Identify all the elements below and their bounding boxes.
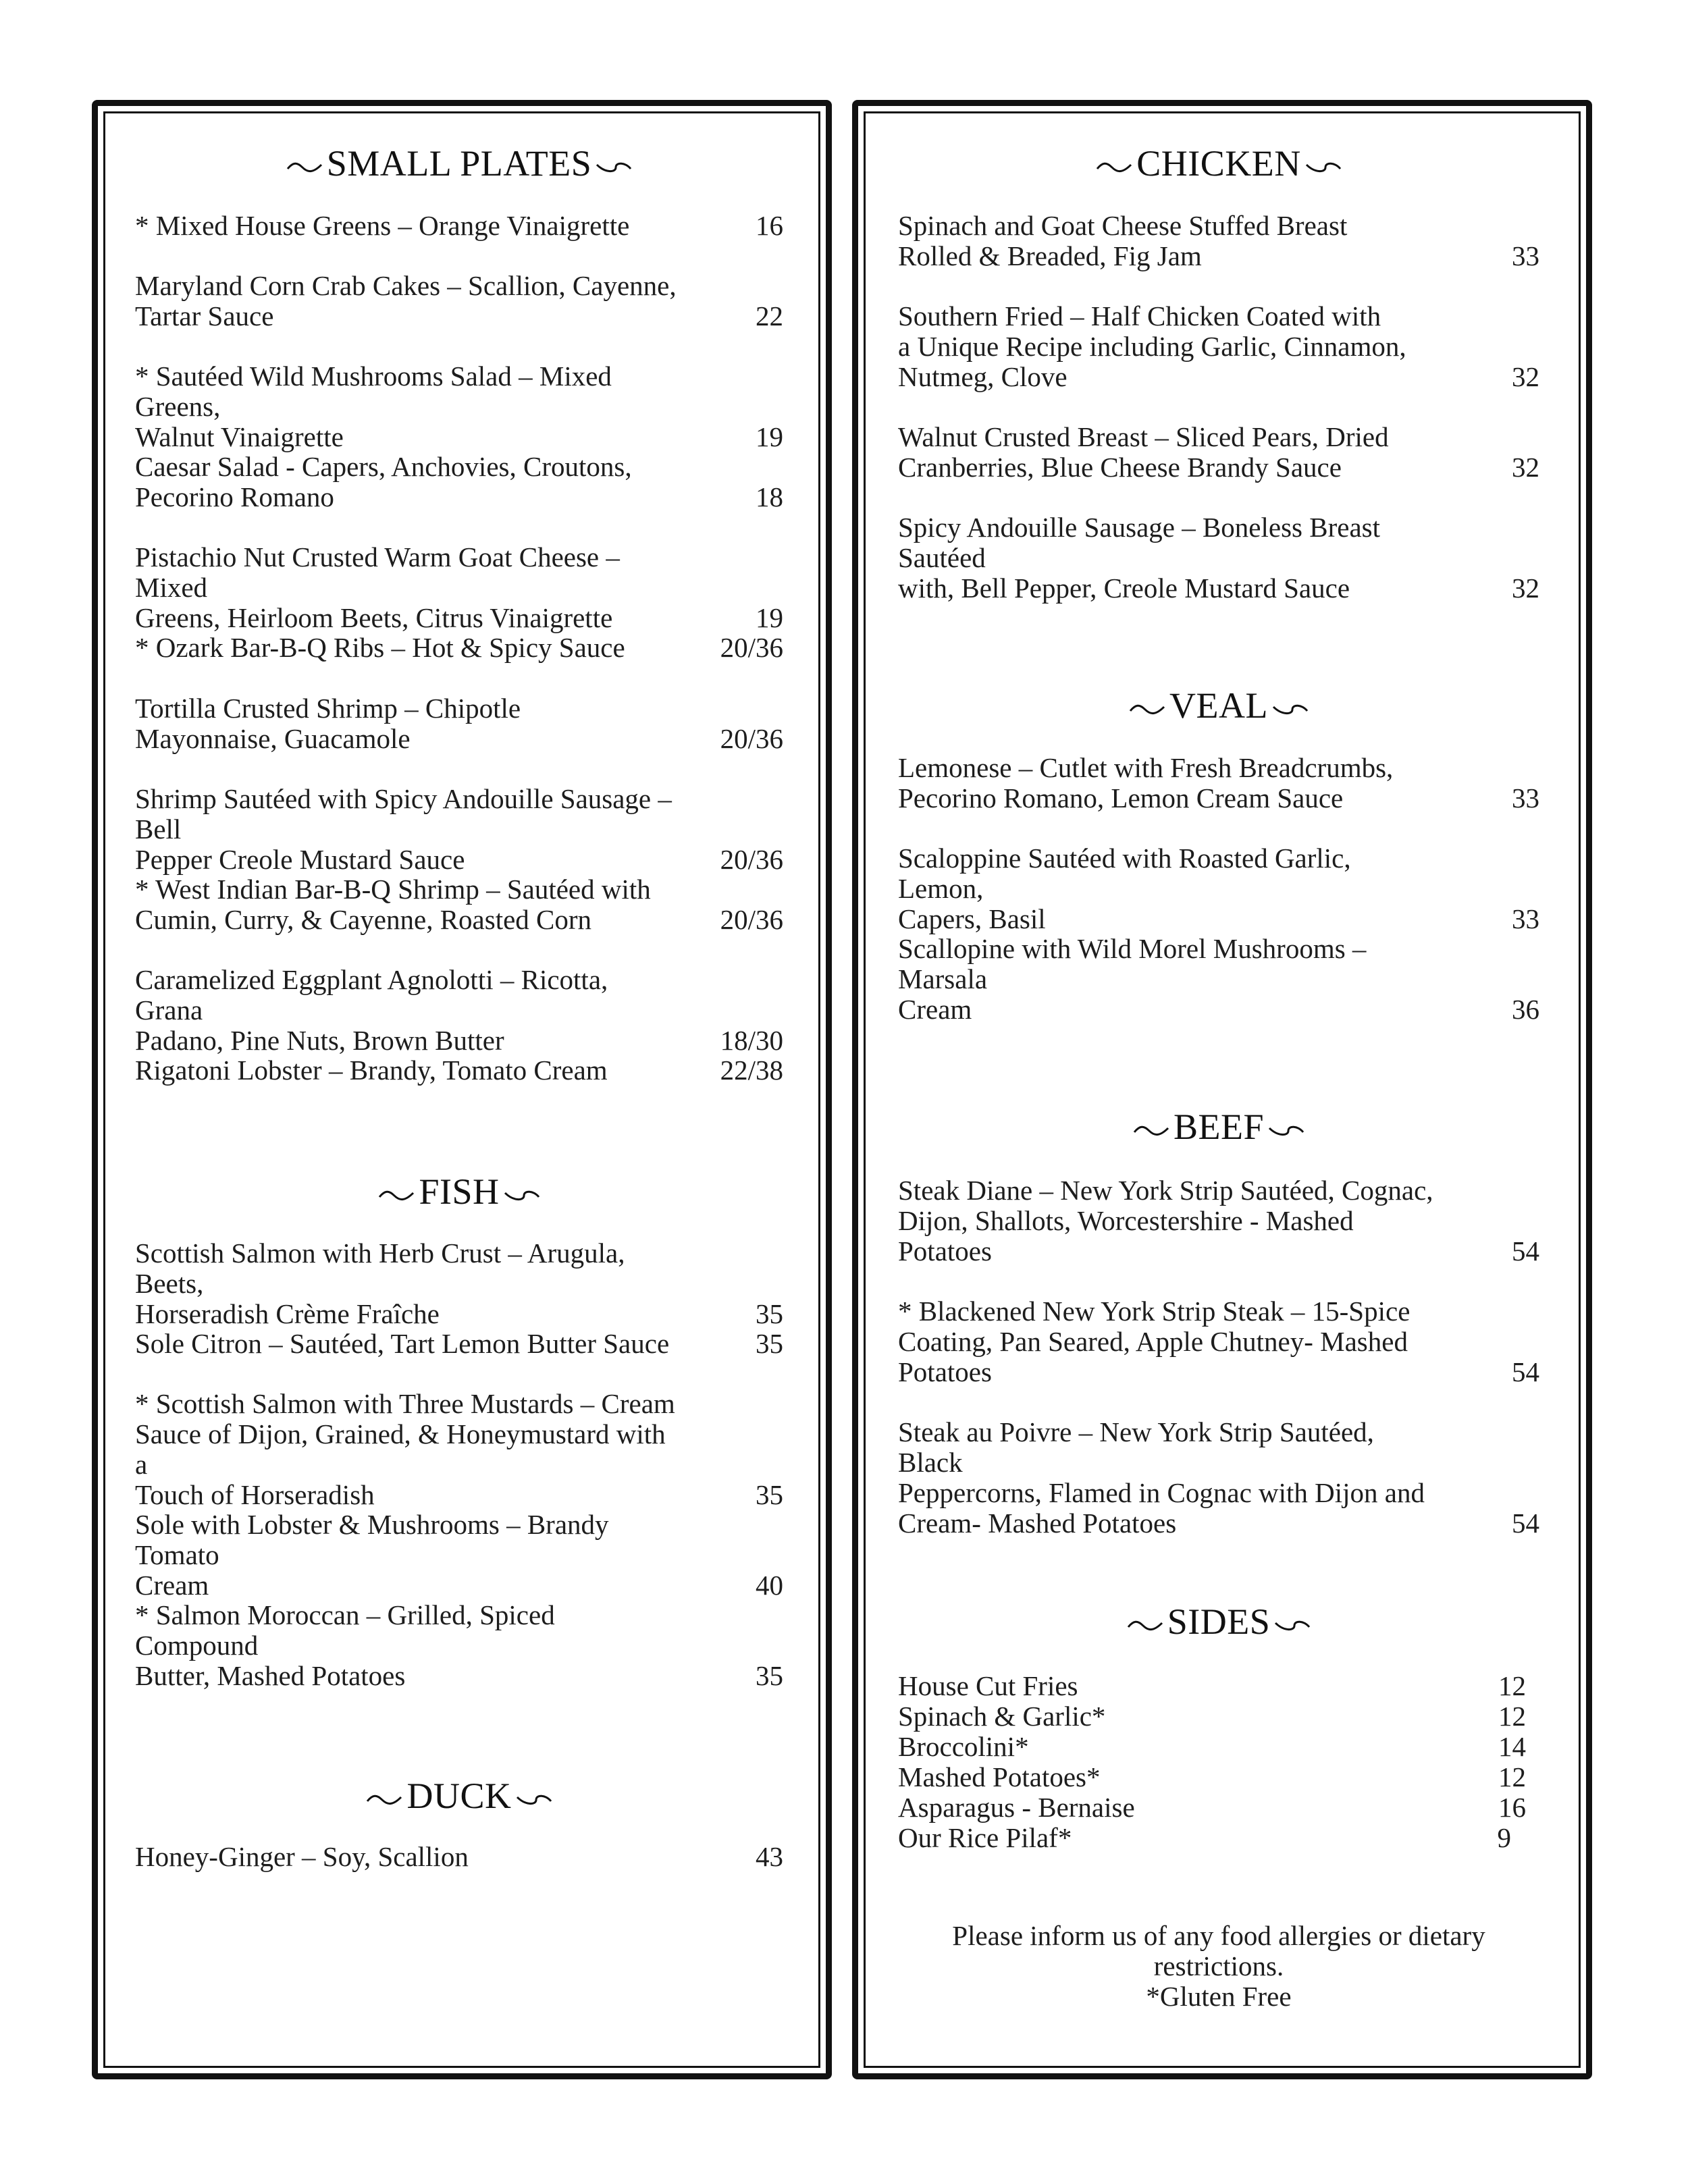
menu-item (135, 693, 783, 754)
swirl-ornament-icon (1272, 701, 1309, 718)
fish-heading (135, 1171, 783, 1212)
side-price: 12 (1498, 1670, 1526, 1701)
menu-item (898, 1175, 1539, 1267)
item-price: 40 (756, 1570, 783, 1601)
section-title: CHICKEN (1136, 143, 1301, 184)
item-description: Southern Fried – Half Chicken Coated with a Unique Recipe including Garlic, Cinnamon, Nutmeg, Clove (898, 300, 1406, 392)
item-description: * Ozark Bar-B-Q Ribs – Hot & Spicy Sauce (135, 632, 625, 663)
item-price: 33 (1512, 903, 1539, 934)
item-price: 18 (756, 481, 783, 512)
menu-item (135, 1329, 783, 1359)
menu-item (898, 1296, 1539, 1387)
side-item (898, 1701, 1539, 1732)
menu-item (135, 784, 783, 875)
side-item (898, 1823, 1539, 1853)
allergy-note-line: restrictions. (1153, 1950, 1284, 1981)
side-item (898, 1671, 1539, 1701)
menu-item (898, 1417, 1539, 1539)
item-price: 32 (1512, 361, 1539, 392)
gluten-free-note: *Gluten Free (1146, 1981, 1292, 2012)
item-price: 54 (1512, 1235, 1539, 1267)
swirl-ornament-icon (1129, 701, 1165, 718)
item-price: 54 (1512, 1508, 1539, 1539)
item-description: * Scottish Salmon with Three Mustards – Cream Sauce of Dijon, Grained, & Honeymustard with a Touch of Horseradish (135, 1388, 675, 1510)
swirl-ornament-icon (504, 1188, 540, 1204)
swirl-ornament-icon (1268, 1123, 1304, 1139)
item-price: 16 (756, 210, 783, 241)
veal-heading (898, 685, 1539, 726)
allergy-note-line: Please inform us of any food allergies or dietary (952, 1920, 1485, 1951)
item-description: * Blackened New York Strip Steak – 15-Spice Coating, Pan Seared, Apple Chutney- Mashed Potatoes (898, 1296, 1410, 1387)
menu-item (135, 633, 783, 663)
item-price: 54 (1512, 1356, 1539, 1387)
right-menu-content (898, 0, 1539, 2184)
menu-item (898, 211, 1539, 271)
item-description: Scaloppine Sautéed with Roasted Garlic, Lemon, Capers, Basil (898, 843, 1351, 934)
menu-item (135, 1055, 783, 1086)
menu-item (135, 965, 783, 1056)
side-name: Broccolini* (898, 1731, 1029, 1762)
side-price: 12 (1498, 1701, 1526, 1732)
chicken-heading (898, 143, 1539, 184)
section-title: SIDES (1167, 1601, 1271, 1642)
side-name: House Cut Fries (898, 1670, 1078, 1701)
side-name: Our Rice Pilaf* (898, 1822, 1072, 1853)
side-item (898, 1792, 1539, 1823)
side-price: 16 (1498, 1792, 1526, 1823)
swirl-ornament-icon (378, 1188, 415, 1204)
item-price: 33 (1512, 240, 1539, 271)
item-price: 20/36 (720, 632, 783, 663)
item-description: Caesar Salad - Capers, Anchovies, Croutons, Pecorino Romano (135, 451, 632, 512)
swirl-ornament-icon (286, 159, 323, 176)
menu-item (135, 1238, 783, 1329)
menu-item (135, 1842, 783, 1872)
item-price: 33 (1512, 782, 1539, 814)
side-item (898, 1732, 1539, 1762)
item-price: 35 (756, 1328, 783, 1359)
item-description: Maryland Corn Crab Cakes – Scallion, Cayenne, Tartar Sauce (135, 270, 677, 331)
menu-item (135, 874, 783, 935)
item-description: Steak au Poivre – New York Strip Sautéed, Black Peppercorns, Flamed in Cognac with Dijon and Cream- Mashed Potatoes (898, 1416, 1425, 1539)
item-description: * Mixed House Greens – Orange Vinaigrette (135, 210, 630, 241)
item-description: Honey-Ginger – Soy, Scallion (135, 1841, 469, 1872)
duck-heading (135, 1776, 783, 1816)
swirl-ornament-icon (1096, 159, 1132, 176)
item-description: Scallopine with Wild Morel Mushrooms – Marsala Cream (898, 933, 1367, 1025)
menu-item (898, 301, 1539, 392)
item-description: Steak Diane – New York Strip Sautéed, Cognac, Dijon, Shallots, Worcestershire - Mashed Potatoes (898, 1175, 1433, 1267)
item-description: Shrimp Sautéed with Spicy Andouille Sausage – Bell Pepper Creole Mustard Sauce (135, 783, 672, 875)
side-price: 14 (1498, 1731, 1526, 1762)
swirl-ornament-icon (596, 159, 632, 176)
item-description: Sole Citron – Sautéed, Tart Lemon Butter Sauce (135, 1328, 670, 1359)
menu-item (898, 843, 1539, 934)
item-price: 20/36 (720, 844, 783, 875)
item-description: Scottish Salmon with Herb Crust – Arugula, Beets, Horseradish Crème Fraîche (135, 1237, 625, 1329)
item-price: 35 (756, 1479, 783, 1510)
item-price: 35 (756, 1298, 783, 1329)
side-price: 9 (1497, 1822, 1511, 1853)
item-description: Lemonese – Cutlet with Fresh Breadcrumbs, Pecorino Romano, Lemon Cream Sauce (898, 752, 1394, 814)
item-price: 22/38 (720, 1055, 783, 1086)
beef-heading (898, 1107, 1539, 1147)
menu-item (898, 422, 1539, 483)
item-description: Walnut Crusted Breast – Sliced Pears, Dried Cranberries, Blue Cheese Brandy Sauce (898, 421, 1389, 483)
menu-item (135, 1389, 783, 1510)
swirl-ornament-icon (1305, 159, 1342, 176)
item-description: Pistachio Nut Crusted Warm Goat Cheese – Mixed Greens, Heirloom Beets, Citrus Vinaigrette (135, 541, 620, 633)
swirl-ornament-icon (1127, 1618, 1163, 1634)
section-title: VEAL (1169, 685, 1268, 726)
item-description: * Salmon Moroccan – Grilled, Spiced Compound Butter, Mashed Potatoes (135, 1599, 555, 1691)
swirl-ornament-icon (366, 1792, 402, 1808)
swirl-ornament-icon (516, 1792, 552, 1808)
item-price: 22 (756, 300, 783, 331)
item-description: Caramelized Eggplant Agnolotti – Ricotta, Grana Padano, Pine Nuts, Brown Butter (135, 964, 608, 1056)
item-price: 43 (756, 1841, 783, 1872)
section-title: SMALL PLATES (326, 143, 592, 184)
side-price: 12 (1498, 1761, 1526, 1792)
item-description: * Sautéed Wild Mushrooms Salad – Mixed Greens, Walnut Vinaigrette (135, 361, 612, 452)
menu-item (898, 512, 1539, 604)
allergy-note (898, 1921, 1539, 2012)
item-price: 20/36 (720, 723, 783, 754)
menu-item (135, 361, 783, 452)
small-plates-heading (135, 143, 783, 184)
menu-item (135, 1510, 783, 1601)
item-description: Spinach and Goat Cheese Stuffed Breast Rolled & Breaded, Fig Jam (898, 210, 1348, 271)
menu-item (898, 753, 1539, 814)
item-price: 32 (1512, 452, 1539, 483)
item-price: 32 (1512, 572, 1539, 604)
section-title: BEEF (1173, 1107, 1265, 1147)
menu-item (135, 271, 783, 331)
menu-item (135, 452, 783, 512)
item-description: Rigatoni Lobster – Brandy, Tomato Cream (135, 1055, 608, 1086)
item-price: 19 (756, 602, 783, 633)
swirl-ornament-icon (1274, 1618, 1311, 1634)
item-price: 36 (1512, 994, 1539, 1025)
section-title: DUCK (406, 1776, 512, 1816)
item-description: * West Indian Bar-B-Q Shrimp – Sautéed with Cumin, Curry, & Cayenne, Roasted Corn (135, 874, 651, 935)
side-name: Mashed Potatoes* (898, 1761, 1101, 1792)
section-title: FISH (419, 1171, 500, 1212)
item-price: 35 (756, 1660, 783, 1691)
item-price: 20/36 (720, 904, 783, 935)
side-name: Spinach & Garlic* (898, 1701, 1106, 1732)
menu-item (135, 542, 783, 633)
item-price: 19 (756, 421, 783, 452)
side-name: Asparagus - Bernaise (898, 1792, 1135, 1823)
menu-item (898, 934, 1539, 1025)
item-description: Spicy Andouille Sausage – Boneless Breast Sautéed with, Bell Pepper, Creole Mustard Sauce (898, 512, 1380, 604)
item-description: Tortilla Crusted Shrimp – Chipotle Mayonnaise, Guacamole (135, 693, 521, 754)
left-menu-content (135, 0, 783, 2184)
item-price: 18/30 (720, 1025, 783, 1056)
menu-item (135, 1600, 783, 1691)
menu-item (135, 211, 783, 241)
side-item (898, 1762, 1539, 1792)
item-description: Sole with Lobster & Mushrooms – Brandy Tomato Cream (135, 1509, 609, 1601)
sides-heading (898, 1601, 1539, 1642)
swirl-ornament-icon (1133, 1123, 1169, 1139)
